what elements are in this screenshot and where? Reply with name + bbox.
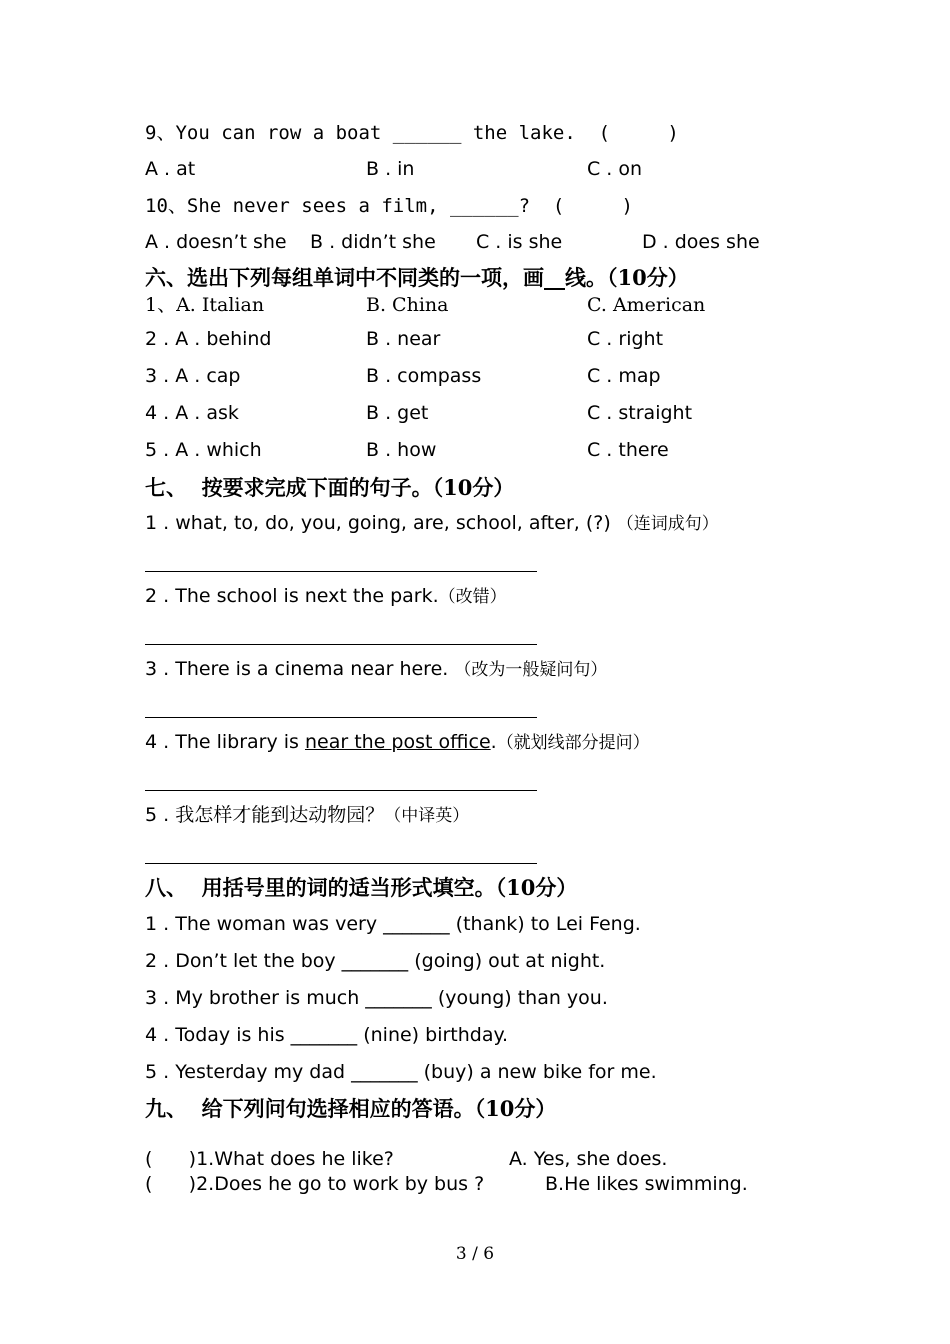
- part7-q1-text: 1 . what, to, do, you, going, are, school, after, (?): [145, 512, 617, 534]
- part7-heading: 七、 按要求完成下面的句子。（10分）: [145, 475, 515, 500]
- part7-q4-underlined: near the post office: [304, 731, 491, 753]
- part7-q2-note: （改错）: [438, 587, 507, 607]
- part7-q1-note: （连词成句）: [616, 514, 719, 534]
- part8-item-4: 4 . Today is his _______ (nine) birthday.: [145, 1024, 509, 1046]
- part9-a1: A. Yes, she does.: [509, 1148, 668, 1170]
- part6-row2-c: C . right: [587, 328, 664, 350]
- q9-option-c: C . on: [587, 158, 643, 180]
- part6-row1-b: B. China: [366, 294, 449, 316]
- q10-option-b: B . didn’t she: [310, 231, 436, 253]
- part6-row4-b: B . get: [366, 402, 429, 424]
- q10-option-a: A . doesn’t she: [145, 231, 287, 253]
- q10-option-d: D . does she: [642, 231, 760, 253]
- part9-heading: 九、 给下列问句选择相应的答语。（10分）: [145, 1096, 557, 1121]
- q10-text: 10、She never sees a film, ______? ( ): [145, 195, 633, 217]
- part9-q1: ( )1.What does he like?: [145, 1148, 394, 1170]
- page-number: 3 / 6: [455, 1244, 495, 1264]
- part8-item-3: 3 . My brother is much _______ (young) than you.: [145, 987, 608, 1009]
- part7-q5-note: （中译英）: [384, 806, 470, 826]
- part7-q3-note: （改为一般疑问句）: [454, 660, 608, 680]
- part7-q3: [145, 657, 607, 682]
- part6-row3-a: 3 . A . cap: [145, 365, 241, 387]
- part7-q3-text: 3 . There is a cinema near here.: [145, 658, 455, 680]
- part7-q4: [145, 730, 650, 755]
- part7-q5-text: 5 . 我怎样才能到达动物园？: [145, 804, 385, 826]
- part7-q4-pre: 4 . The library is: [145, 731, 305, 753]
- part7-q1: [145, 511, 719, 536]
- part7-q2-text: 2 . The school is next the park.: [145, 585, 439, 607]
- part8-item-1: 1 . The woman was very _______ (thank) to Lei Feng.: [145, 913, 641, 935]
- q9-option-b: B . in: [366, 158, 415, 180]
- part6-row1-c: C. American: [587, 294, 706, 316]
- part7-q2-answer-line[interactable]: [145, 644, 537, 645]
- part7-q4-answer-line[interactable]: [145, 790, 537, 791]
- part6-row2-b: B . near: [366, 328, 441, 350]
- part8-item-5: 5 . Yesterday my dad _______ (buy) a new bike for me.: [145, 1061, 657, 1083]
- part7-q5: [145, 803, 469, 828]
- q9-option-a: A . at: [145, 158, 196, 180]
- q10-option-c: C . is she: [476, 231, 563, 253]
- part6-row3-c: C . map: [587, 365, 661, 387]
- part6-row5-c: C . there: [587, 439, 669, 461]
- part6-row4-c: C . straight: [587, 402, 693, 424]
- part7-q1-answer-line[interactable]: [145, 571, 537, 572]
- part8-heading: 八、 用括号里的词的适当形式填空。（10分）: [145, 875, 578, 900]
- part7-q5-answer-line[interactable]: [145, 863, 537, 864]
- part6-row1-a: 1、A. Italian: [145, 294, 265, 316]
- part7-q4-note: （就划线部分提问）: [496, 733, 650, 753]
- part6-row5-b: B . how: [366, 439, 437, 461]
- part6-row4-a: 4 . A . ask: [145, 402, 239, 424]
- part7-q2: [145, 584, 507, 609]
- part6-row3-b: B . compass: [366, 365, 482, 387]
- q9-text: 9、You can row a boat ______ the lake. ( ): [145, 122, 679, 144]
- part6-row2-a: 2 . A . behind: [145, 328, 272, 350]
- part8-item-2: 2 . Don’t let the boy _______ (going) out at night.: [145, 950, 606, 972]
- part9-q2: ( )2.Does he go to work by bus ?: [145, 1173, 485, 1195]
- part7-q3-answer-line[interactable]: [145, 717, 537, 718]
- part6-row5-a: 5 . A . which: [145, 439, 262, 461]
- part9-a2: B.He likes swimming.: [545, 1173, 748, 1195]
- part7-q4-post: .: [490, 731, 497, 753]
- part6-heading: 六、选出下列每组单词中不同类的一项，画__线。（10分）: [145, 265, 689, 290]
